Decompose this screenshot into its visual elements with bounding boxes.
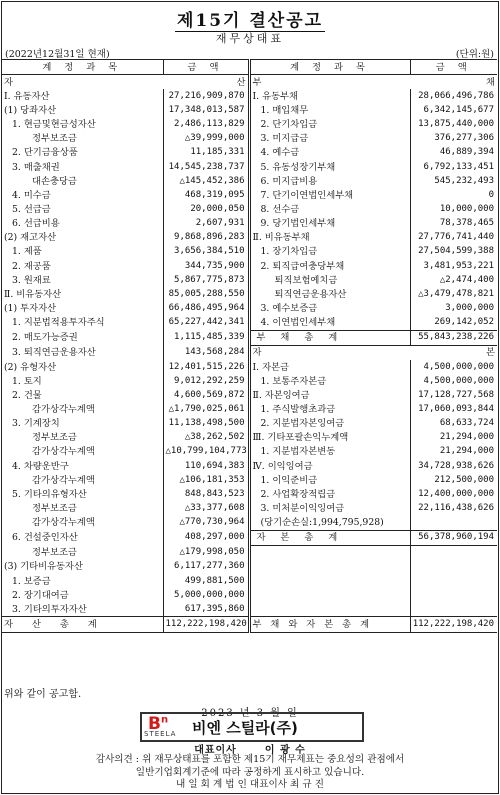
left-amount-cell: △39,999,000: [163, 132, 249, 146]
left-amount-cell: 27,216,909,870: [163, 89, 249, 103]
table-row: [2, 245, 497, 259]
right-account-cell: [249, 160, 410, 174]
left-account-cell: [2, 259, 163, 273]
table-row: [2, 132, 497, 146]
left-amount-cell: △106,181,353: [163, 473, 249, 487]
account-label: 8. 선수금: [260, 203, 300, 215]
company-logo-box: [140, 712, 364, 742]
table-row: [2, 574, 497, 588]
unit-label: (단위:원): [455, 49, 494, 60]
left-account-cell: [2, 574, 163, 588]
company-name: 비엔 스틸라(주): [192, 718, 298, 737]
left-account-cell: [2, 103, 163, 117]
account-label: Ⅱ. 자본잉여금: [252, 389, 310, 401]
account-label: 대손충당금: [32, 175, 77, 187]
left-account-cell: [2, 345, 163, 360]
left-account-cell: [2, 560, 163, 574]
table-row: [2, 545, 497, 560]
right-account-cell: [249, 146, 410, 160]
left-account-cell: [2, 174, 163, 188]
left-amount-cell: 66,486,495,964: [163, 301, 249, 315]
header-account-right: 계 정 과 목: [249, 60, 410, 75]
account-label: 1. 매입채무: [260, 104, 309, 116]
logo-letter-text: B: [148, 714, 161, 734]
account-label: 4. 예수금: [260, 147, 300, 159]
account-label: 정부보조금: [32, 547, 77, 559]
right-amount-cell: 6,342,145,677: [410, 103, 497, 117]
right-amount-cell: 27,776,741,440: [410, 231, 497, 245]
table-row: [2, 402, 497, 416]
right-account-cell: [249, 188, 410, 202]
header-amount-left: 금 액: [163, 60, 249, 75]
right-account-cell: [249, 259, 410, 273]
left-account-cell: [2, 360, 163, 374]
account-label: 2. 지분법자본잉여금: [260, 418, 345, 430]
right-account-cell: [249, 374, 410, 388]
account-label: 4. 미수금: [12, 189, 51, 201]
right-account-cell: [249, 417, 410, 431]
right-amount-cell: 27,504,599,388: [410, 245, 497, 259]
account-label: 1. 지분법자본변동: [260, 446, 336, 458]
left-amount-cell: 468,319,095: [163, 188, 249, 202]
left-amount-cell: 9,012,292,259: [163, 374, 249, 388]
grand-total-cell: [249, 617, 410, 632]
left-amount-cell: 11,185,331: [163, 146, 249, 160]
left-account-cell: [2, 202, 163, 216]
table-row: [2, 345, 497, 360]
right-amount-cell: 6,792,133,451: [410, 160, 497, 174]
left-account-cell: [2, 231, 163, 245]
right-total-value: 55,843,238,226: [410, 330, 497, 345]
left-account-cell: [2, 431, 163, 445]
table-row: [2, 188, 497, 202]
left-account-cell: [2, 445, 163, 459]
left-account-cell: [2, 245, 163, 259]
table-row: [2, 431, 497, 445]
right-amount-cell: 21,294,000: [410, 445, 497, 459]
audit-line-2: 일반기업회계기준에 따라 공정하게 표시하고 있습니다.: [135, 766, 365, 778]
right-total-label-cell: [249, 530, 410, 545]
left-amount-cell: 499,881,500: [163, 574, 249, 588]
table-row: [2, 560, 497, 574]
right-account-cell: [249, 516, 410, 531]
table-row: [2, 75, 497, 90]
left-account-cell: [2, 146, 163, 160]
account-label: 5. 유동성장기부채: [260, 161, 336, 173]
company-logo-icon: [142, 715, 192, 739]
account-label: 1. 주식발행초과금: [260, 403, 336, 415]
right-amount-cell: 4,500,000,000: [410, 374, 497, 388]
table-row: [2, 588, 497, 602]
account-label: (1) 당좌자산: [4, 104, 57, 116]
left-amount-cell: 12,401,515,226: [163, 360, 249, 374]
table-row: [2, 602, 497, 617]
right-amount-cell: 10,000,000: [410, 202, 497, 216]
right-amount-cell: 17,060,093,844: [410, 402, 497, 416]
account-label: 퇴직연금운용자산: [274, 288, 347, 300]
balance-sheet-table: [2, 59, 497, 633]
left-amount-cell: 143,568,284: [163, 345, 249, 360]
audit-line-3: 내 일 회 계 법 인 대표이사 최 규 진: [176, 779, 324, 790]
right-account-cell: [249, 118, 410, 132]
right-amount-cell: 21,294,000: [410, 431, 497, 445]
left-account-cell: [2, 89, 163, 103]
left-amount-cell: △33,377,608: [163, 501, 249, 515]
account-label: 5. 기타의유형자산: [12, 488, 87, 500]
left-amount-cell: 5,000,000,000: [163, 588, 249, 602]
asset-total-label: 자 산 총 계: [4, 619, 105, 631]
title-text: 제15기 결산공고: [176, 11, 324, 31]
left-amount-cell: 85,005,288,550: [163, 287, 249, 301]
table-row: [2, 487, 497, 501]
account-label: 2. 매도가능증권: [12, 332, 78, 344]
announcement-date: 2023 년 3 월 일: [201, 708, 299, 719]
right-amount-cell: △3,479,478,821: [410, 287, 497, 301]
table-row: [2, 89, 497, 103]
right-account-cell: [249, 245, 410, 259]
left-amount-cell: 5,867,775,873: [163, 273, 249, 287]
account-label: 3. 예수보증금: [260, 302, 318, 314]
table-row: [2, 501, 497, 515]
account-label: 3. 매출채권: [12, 161, 60, 173]
left-amount-cell: 3,656,384,510: [163, 245, 249, 259]
grand-total-row: [2, 617, 497, 632]
left-account-cell: [2, 402, 163, 416]
account-label: 6. 선급비용: [12, 218, 60, 230]
grand-total-label: 부 채 와 자 본 총 계: [252, 619, 373, 631]
account-label: 1. 제품: [12, 246, 42, 258]
table-row: [2, 287, 497, 301]
account-label: Ⅱ. 비유동자산: [4, 288, 62, 300]
right-account-cell: [249, 287, 410, 301]
account-label: 3. 미지급금: [260, 133, 309, 145]
table-row: [2, 316, 497, 331]
account-label: 7. 단기이연법인세부채: [260, 189, 354, 201]
account-label: 6. 건설중인자산: [12, 532, 78, 544]
account-label: 2. 사업확장적립금: [260, 488, 336, 500]
left-amount-cell: 6,117,277,360: [163, 560, 249, 574]
left-amount-cell: 2,607,931: [163, 217, 249, 231]
date-basis: (2022년12월31일 현재): [5, 49, 110, 60]
account-label: 1. 지분법적용투자주식: [12, 317, 105, 329]
right-amount-cell: 4,500,000,000: [410, 360, 497, 374]
right-account-cell: [249, 132, 410, 146]
left-amount-cell: △145,452,386: [163, 174, 249, 188]
table-header-row: [2, 60, 497, 75]
account-label: Ⅲ. 기타포괄손익누계액: [252, 432, 349, 444]
right-account-cell: [249, 360, 410, 374]
left-account-cell: [2, 188, 163, 202]
right-amount-cell: 3,000,000: [410, 301, 497, 315]
right-total-value: 56,378,960,194: [410, 530, 497, 545]
left-amount-cell: 408,297,000: [163, 530, 249, 545]
left-account-cell: [2, 301, 163, 315]
left-account-cell: [2, 530, 163, 545]
left-amount-cell: 9,868,896,283: [163, 231, 249, 245]
right-amount-cell: 78,378,465: [410, 217, 497, 231]
left-amount-cell: 344,735,900: [163, 259, 249, 273]
right-account-cell: [249, 402, 410, 416]
right-amount-cell: 269,142,052: [410, 316, 497, 331]
right-amount-cell: 545,232,493: [410, 174, 497, 188]
right-section-header: [249, 75, 497, 90]
account-label: 정부보조금: [32, 502, 77, 514]
account-label: Ⅳ. 이익잉여금: [252, 460, 313, 472]
left-amount-cell: 65,227,442,341: [163, 316, 249, 331]
account-label: (당기순손실:1,994,795,928): [260, 517, 384, 529]
account-label: 퇴직보험예치금: [274, 274, 338, 286]
account-label: 2. 재공품: [12, 260, 51, 272]
left-account-cell: [2, 287, 163, 301]
account-label: 1. 현금및현금성자산: [12, 119, 96, 131]
representative-title: 대표이사: [194, 745, 237, 756]
account-label: 정부보조금: [32, 133, 77, 145]
account-label: 3. 기계장치: [12, 418, 60, 430]
left-account-cell: [2, 132, 163, 146]
account-label: 정부보조금: [32, 432, 77, 444]
logo-subtext: STEELA: [144, 730, 177, 738]
left-account-cell: [2, 374, 163, 388]
left-account-cell: [2, 273, 163, 287]
right-account-cell: [249, 459, 410, 473]
asset-total-value: 112,222,198,420: [163, 617, 249, 632]
account-label: 4. 이연법인세부채: [260, 317, 336, 329]
account-label: (2) 유형자산: [4, 361, 57, 373]
table-row: [2, 160, 497, 174]
section-label-end: 본: [486, 347, 495, 359]
right-amount-cell: 3,481,953,221: [410, 259, 497, 273]
left-amount-cell: 110,694,383: [163, 459, 249, 473]
left-account-cell: [2, 388, 163, 402]
right-amount-cell: 22,116,438,626: [410, 501, 497, 515]
right-section-header: [249, 345, 497, 360]
header-account-left: 계 정 과 목: [2, 60, 163, 75]
account-label: 감가상각누계액: [32, 474, 95, 486]
left-account-cell: [2, 487, 163, 501]
account-label: 4. 차량운반구: [12, 460, 69, 472]
left-amount-cell: 1,115,485,339: [163, 330, 249, 345]
table-row: [2, 459, 497, 473]
logo-sup: n: [160, 714, 169, 726]
account-label: Ⅰ. 유동자산: [4, 90, 50, 102]
account-label: Ⅰ. 자본금: [252, 361, 290, 373]
right-amount-cell: 17,128,727,568: [410, 388, 497, 402]
table-row: [2, 530, 497, 545]
right-account-cell: [249, 103, 410, 117]
table-row: [2, 417, 497, 431]
table-row: [2, 516, 497, 531]
left-account-cell: [2, 459, 163, 473]
left-amount-cell: 4,600,569,872: [163, 388, 249, 402]
account-label: (2) 재고자산: [4, 232, 57, 244]
account-label: 3. 원재료: [12, 274, 51, 286]
right-amount-cell: 46,889,394: [410, 146, 497, 160]
left-amount-cell: 17,348,013,587: [163, 103, 249, 117]
right-account-cell: [249, 89, 410, 103]
left-account-cell: [2, 501, 163, 515]
left-amount-cell: △1,790,025,061: [163, 402, 249, 416]
right-account-cell: [249, 316, 410, 331]
section-label-end: 산: [236, 76, 246, 88]
right-account-cell: [249, 501, 410, 515]
account-label: Ⅰ. 유동부채: [252, 90, 299, 102]
right-amount-cell: △2,474,400: [410, 273, 497, 287]
right-amount-cell: 28,066,496,786: [410, 89, 497, 103]
right-amount-cell: 13,875,440,000: [410, 118, 497, 132]
account-label: 3. 퇴직연금운용자산: [12, 347, 96, 359]
right-account-cell: [249, 445, 410, 459]
account-label: 2. 단기차입금: [260, 119, 318, 131]
account-label: 3. 기타의투자자산: [12, 603, 87, 615]
grand-total-value: 112,222,198,420: [410, 617, 497, 632]
account-label: Ⅱ. 비유동부채: [252, 232, 310, 244]
left-account-cell: [2, 330, 163, 345]
section-label-start: 부: [252, 76, 262, 88]
account-label: 1. 이익준비금: [260, 474, 318, 486]
table-row: [2, 374, 497, 388]
right-account-cell: [249, 388, 410, 402]
account-label: 감가상각누계액: [32, 403, 95, 415]
section-label-end: 채: [486, 76, 495, 88]
page-title: [0, 6, 500, 31]
left-amount-cell: 848,843,523: [163, 487, 249, 501]
table-row: [2, 273, 497, 287]
account-label: 2. 퇴직급여충당부채: [260, 260, 345, 272]
right-amount-cell: 34,728,938,626: [410, 459, 497, 473]
left-account-cell: [2, 217, 163, 231]
right-amount-cell: 376,277,306: [410, 132, 497, 146]
left-amount-cell: 20,000,050: [163, 202, 249, 216]
left-account-cell: [2, 160, 163, 174]
account-label: 2. 건물: [12, 389, 42, 401]
left-account-cell: [2, 417, 163, 431]
table-row: [2, 118, 497, 132]
account-label: 1. 토지: [12, 375, 42, 387]
total-label: 자 본 총 계: [256, 532, 344, 544]
right-account-cell: [249, 273, 410, 287]
right-account-cell: [249, 174, 410, 188]
left-section-header: [2, 75, 249, 90]
left-amount-cell: 11,138,498,500: [163, 417, 249, 431]
table-row: [2, 174, 497, 188]
left-account-cell: [2, 473, 163, 487]
left-amount-cell: 2,486,113,829: [163, 118, 249, 132]
table-row: [2, 473, 497, 487]
right-amount-cell: 212,500,000: [410, 473, 497, 487]
account-label: 9. 당기법인세부채: [260, 218, 336, 230]
section-label-start: 자: [252, 347, 262, 359]
left-account-cell: [2, 545, 163, 560]
table-row: [2, 217, 497, 231]
left-amount-cell: 14,545,238,737: [163, 160, 249, 174]
account-label: 1. 보증금: [12, 575, 51, 587]
audit-opinion: [0, 754, 500, 792]
right-account-cell: [249, 487, 410, 501]
left-amount-cell: 617,395,860: [163, 602, 249, 617]
right-amount-cell: 68,633,724: [410, 417, 497, 431]
table-row: [2, 231, 497, 245]
announcement-note: 위와 같이 공고함.: [4, 689, 82, 700]
account-label: 감가상각누계액: [32, 517, 95, 529]
right-account-cell: [249, 301, 410, 315]
table-row: [2, 301, 497, 315]
left-account-cell: [2, 588, 163, 602]
account-label: 1. 장기차입금: [260, 246, 318, 258]
table-row: [2, 202, 497, 216]
section-label-start: 자: [4, 76, 13, 88]
table-row: [2, 360, 497, 374]
left-account-cell: [2, 516, 163, 531]
audit-line-1: 감사의견 : 위 재무상태표를 포함한 제15기 재무제표는 중요성의 관점에서: [95, 754, 405, 765]
right-account-cell: [249, 473, 410, 487]
account-label: 2. 장기대여금: [12, 589, 69, 601]
right-amount-cell: [410, 516, 497, 531]
left-amount-cell: △770,730,964: [163, 516, 249, 531]
right-account-cell: [249, 217, 410, 231]
table-row: [2, 259, 497, 273]
table-row: [2, 330, 497, 345]
left-account-cell: [2, 602, 163, 617]
total-label: 부 채 총 계: [256, 332, 344, 344]
right-account-cell: [249, 231, 410, 245]
account-label: (1) 투자자산: [4, 302, 57, 314]
representative-name: 이 광 수: [264, 745, 306, 756]
right-amount-cell: 12,400,000,000: [410, 487, 497, 501]
account-label: 감가상각누계액: [32, 446, 95, 458]
right-total-label-cell: [249, 330, 410, 345]
asset-total-cell: [2, 617, 163, 632]
right-account-cell: [249, 431, 410, 445]
account-label: (3) 기타비유동자산: [4, 561, 83, 573]
table-row: [2, 445, 497, 459]
account-label: 5. 선급금: [12, 203, 51, 215]
left-amount-cell: △10,799,104,773: [163, 445, 249, 459]
left-account-cell: [2, 118, 163, 132]
left-account-cell: [2, 316, 163, 331]
statement-subtitle: 재무상태표: [215, 32, 285, 45]
table-row: [2, 103, 497, 117]
account-label: 3. 미처분이익잉여금: [260, 502, 345, 514]
right-amount-cell: 0: [410, 188, 497, 202]
table-row: [2, 146, 497, 160]
account-label: 2. 단기금융상품: [12, 147, 78, 159]
left-amount-cell: △38,262,502: [163, 431, 249, 445]
table-row: [2, 388, 497, 402]
left-amount-cell: △179,998,050: [163, 545, 249, 560]
account-label: 1. 보통주자본금: [260, 375, 327, 387]
balance-sheet-body: [2, 60, 497, 633]
right-account-cell: [249, 202, 410, 216]
header-amount-right: 금 액: [410, 60, 497, 75]
account-label: 6. 미지급비용: [260, 175, 318, 187]
